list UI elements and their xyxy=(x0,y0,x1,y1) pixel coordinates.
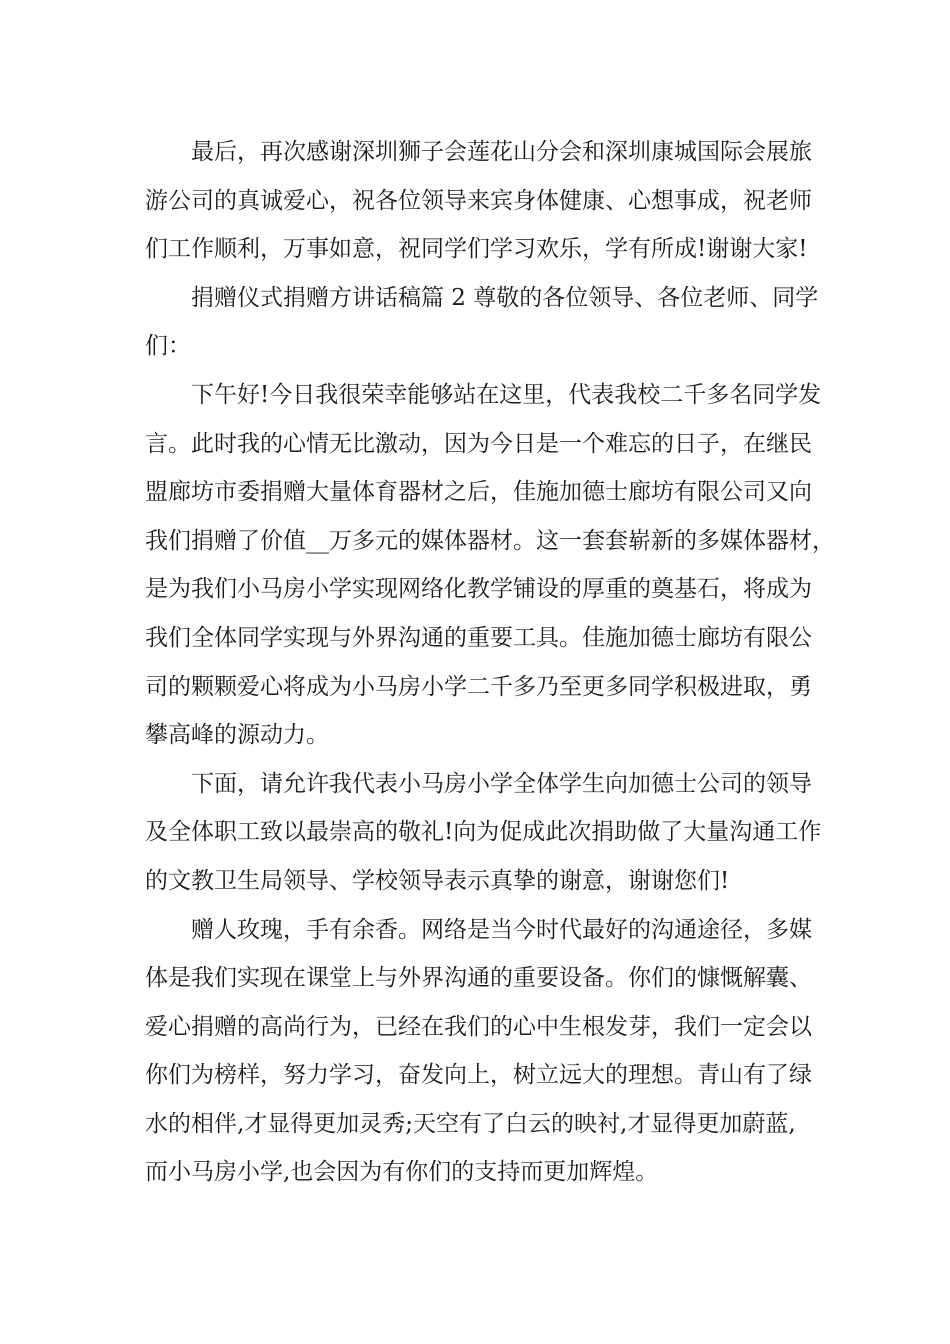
text-line: 们： xyxy=(145,333,191,360)
text-line: 赠人玫瑰，手有余香。网络是当今时代最好的沟通途径，多媒 xyxy=(191,916,812,943)
text-line: 我们全体同学实现与外界沟通的重要工具。佳施加德士廊坊有限公 xyxy=(145,624,812,651)
text-line: 攀高峰的源动力。 xyxy=(145,722,329,749)
text-line: 是为我们小马房小学实现网络化教学铺设的厚重的奠基石，将成为 xyxy=(145,576,812,603)
text-line: 我们捐赠了价值__万多元的媒体器材。这一套套崭新的多媒体器材， xyxy=(145,527,835,554)
paragraph-speech-2-heading xyxy=(145,274,820,371)
document-body xyxy=(145,128,835,1197)
paragraph-roses xyxy=(145,906,820,1198)
text-line: 及全体职工致以最崇高的敬礼!向为促成此次捐助做了大量沟通工作 xyxy=(145,819,822,846)
text-line: 你们为榜样，努力学习，奋发向上，树立远大的理想。青山有了绿 xyxy=(145,1062,812,1089)
text-line: 司的颗颗爱心将成为小马房小学二千多乃至更多同学积极进取，勇 xyxy=(145,673,812,700)
text-line: 捐赠仪式捐赠方讲话稿篇 2 尊敬的各位领导、各位老师、同学 xyxy=(191,284,819,311)
text-line: 言。此时我的心情无比激动，因为今日是一个难忘的日子，在继民 xyxy=(145,430,812,457)
text-line: 最后，再次感谢深圳狮子会莲花山分会和深圳康城国际会展旅 xyxy=(191,139,812,165)
text-line: 游公司的真诚爱心，祝各位领导来宾身体健康、心想事成，祝老师 xyxy=(145,187,812,214)
text-line: 爱心捐赠的高尚行为，已经在我们的心中生根发芽，我们一定会以 xyxy=(145,1013,812,1040)
text-line: 们工作顺利，万事如意，祝同学们学习欢乐，学有所成!谢谢大家! xyxy=(145,236,808,263)
text-line: 而小马房小学,也会因为有你们的支持而更加辉煌。 xyxy=(145,1159,659,1186)
text-line: 盟廊坊市委捐赠大量体育器材之后，佳施加德士廊坊有限公司又向 xyxy=(145,479,812,506)
text-line: 下面，请允许我代表小马房小学全体学生向加德士公司的领导 xyxy=(191,770,812,797)
text-line: 体是我们实现在课堂上与外界沟通的重要设备。你们的慷慨解囊、 xyxy=(145,965,812,992)
text-line: 水的相伴,才显得更加灵秀;天空有了白云的映衬,才显得更加蔚蓝, xyxy=(145,1110,796,1137)
paragraph-salute xyxy=(145,760,820,906)
text-line: 的文教卫生局领导、学校领导表示真挚的谢意，谢谢您们! xyxy=(145,867,730,894)
paragraph-closing-thanks xyxy=(145,128,820,274)
text-line: 下午好!今日我很荣幸能够站在这里，代表我校二千多名同学发 xyxy=(191,381,822,408)
paragraph-greeting xyxy=(145,371,835,760)
